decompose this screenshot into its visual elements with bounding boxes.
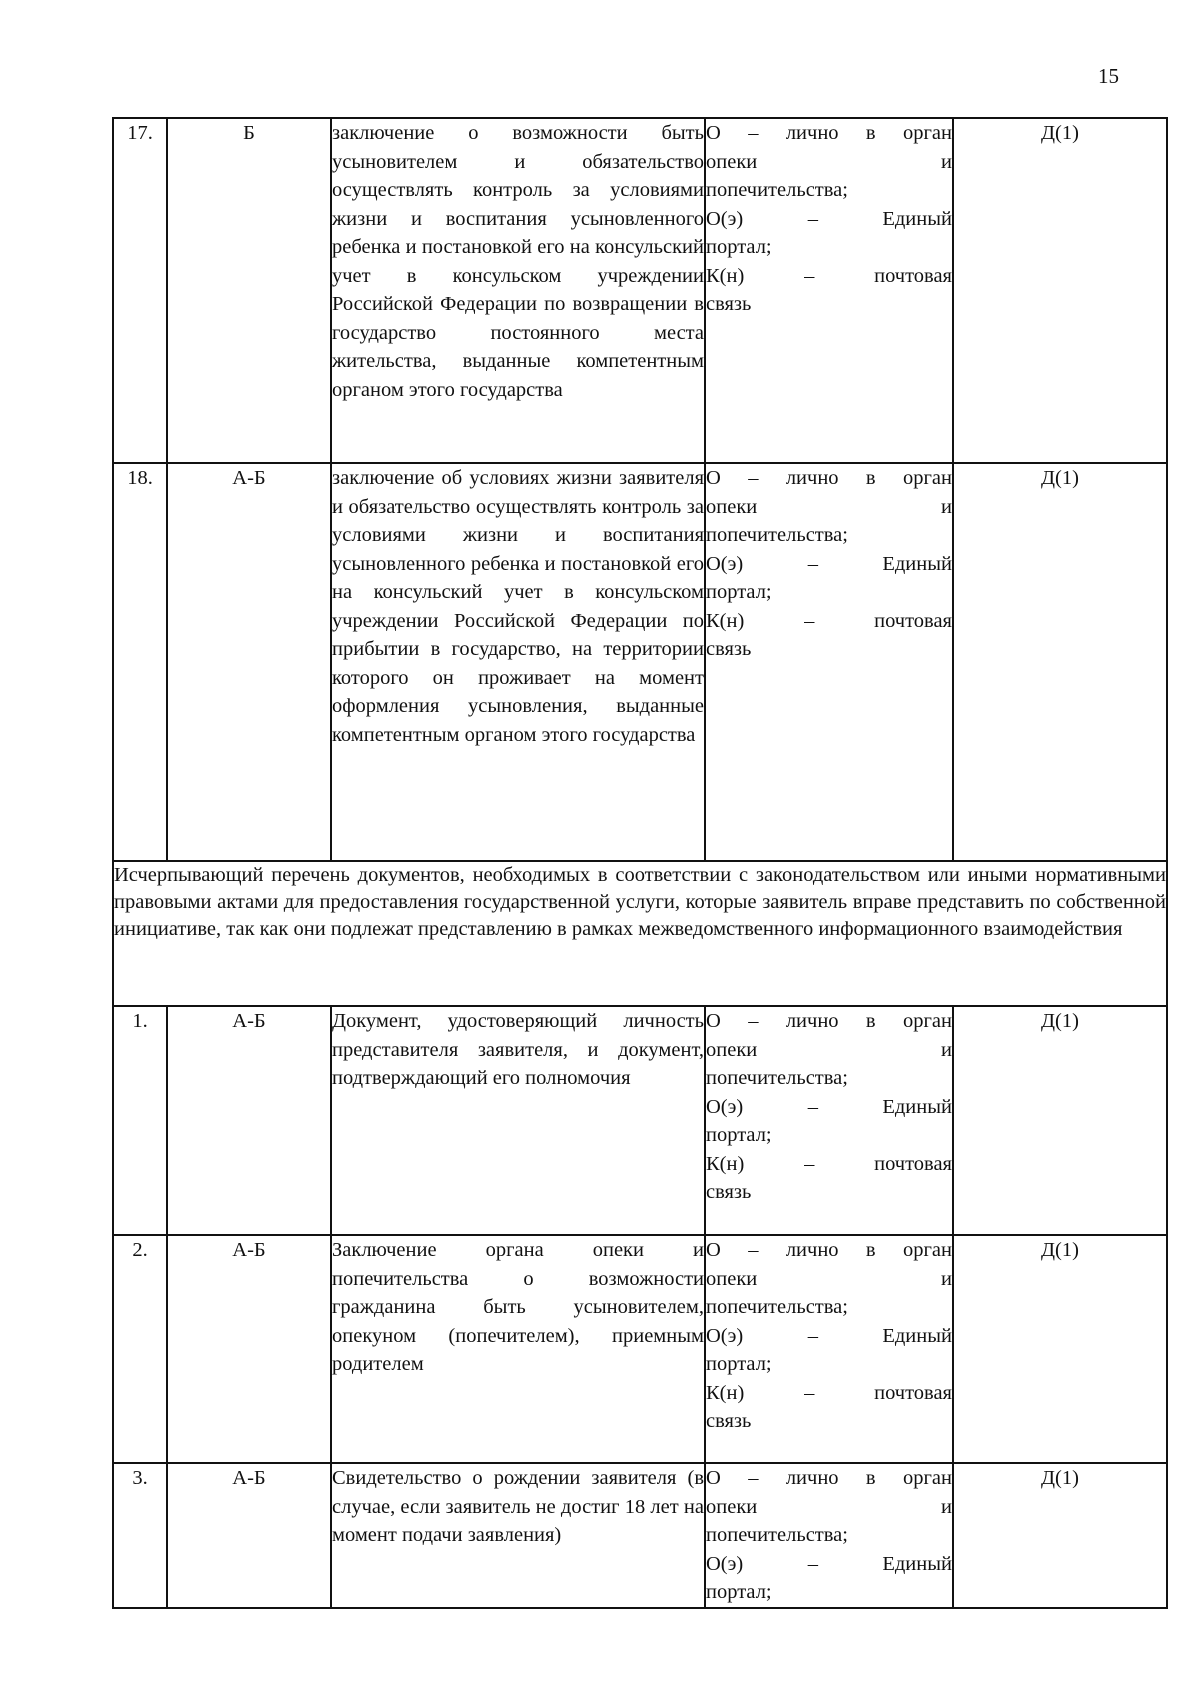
method-line: опеки и <box>706 1267 952 1290</box>
applicant-category: Б <box>167 118 331 463</box>
document-description: Документ, удостоверяющий личность представителя заявителя, и документ, подтверждающий его полномочия <box>331 1006 705 1235</box>
result-code: Д(1) <box>953 1006 1167 1235</box>
method-line: связь <box>706 1181 752 1203</box>
submission-method <box>705 118 953 463</box>
method-line: О(э) – Единый <box>706 1324 952 1347</box>
documents-table <box>112 117 1168 1609</box>
method-line: опеки и <box>706 495 952 518</box>
applicant-category: А-Б <box>167 1463 331 1608</box>
row-number: 2. <box>113 1235 167 1463</box>
method-line: О – лично в орган <box>706 122 952 144</box>
method-line: О(э) – Единый <box>706 1095 952 1118</box>
method-line: О – лично в орган <box>706 467 952 489</box>
method-line: попечительства; <box>706 1524 848 1546</box>
result-code: Д(1) <box>953 1235 1167 1463</box>
table-row <box>113 1235 1167 1463</box>
result-code: Д(1) <box>953 118 1167 463</box>
row-number: 1. <box>113 1006 167 1235</box>
table-row <box>113 118 1167 463</box>
section-heading: Исчерпывающий перечень документов, необходимых в соответствии с законодательством или иными нормативными правовыми актами для предоставления государственной услуги, которые заявитель вправе представить по собственной инициативе, так как они подлежат представлению в рамках межведомственного информационного взаимодействия <box>113 861 1167 1006</box>
method-line: связь <box>706 1410 752 1432</box>
document-description: заключение о возможности быть усыновителем и обязательство осуществлять контроль за условиями жизни и воспитания усыновленного ребенка и постановкой его на консульский учет в консульском учреждении Российской Федерации по возвращении в государство постоянного места жительства, выданные компетентным органом этого государства <box>331 118 705 463</box>
method-line: портал; <box>706 1353 772 1375</box>
row-number: 17. <box>113 118 167 463</box>
submission-method <box>705 1463 953 1608</box>
method-line: О(э) – Единый <box>706 207 952 230</box>
method-line: О – лично в орган <box>706 1010 952 1032</box>
method-line: попечительства; <box>706 1067 848 1089</box>
method-line: О – лично в орган <box>706 1467 952 1489</box>
submission-method <box>705 1006 953 1235</box>
method-line: связь <box>706 293 752 315</box>
method-line: портал; <box>706 236 772 258</box>
method-line: портал; <box>706 581 772 603</box>
table-row <box>113 1006 1167 1235</box>
applicant-category: А-Б <box>167 1006 331 1235</box>
submission-method <box>705 1235 953 1463</box>
applicant-category: А-Б <box>167 463 331 861</box>
method-line: попечительства; <box>706 524 848 546</box>
method-line: попечительства; <box>706 179 848 201</box>
method-line: О(э) – Единый <box>706 552 952 575</box>
applicant-category: А-Б <box>167 1235 331 1463</box>
result-code: Д(1) <box>953 463 1167 861</box>
method-line: опеки и <box>706 150 952 173</box>
document-description: Заключение органа опеки и попечительства о возможности гражданина быть усыновителем, опекуном (попечителем), приемным родителем <box>331 1235 705 1463</box>
method-line: попечительства; <box>706 1296 848 1318</box>
page-number: 15 <box>1098 64 1119 88</box>
method-line: К(н) – почтовая <box>706 264 952 287</box>
row-number: 18. <box>113 463 167 861</box>
method-line: опеки и <box>706 1038 952 1061</box>
document-description: Свидетельство о рождении заявителя (в случае, если заявитель не достиг 18 лет на момент подачи заявления) <box>331 1463 705 1608</box>
method-line: К(н) – почтовая <box>706 1381 952 1404</box>
method-line: О(э) – Единый <box>706 1552 952 1575</box>
method-line: К(н) – почтовая <box>706 1152 952 1175</box>
section-row <box>113 861 1167 1006</box>
submission-method <box>705 463 953 861</box>
method-line: К(н) – почтовая <box>706 609 952 632</box>
method-line: портал; <box>706 1124 772 1146</box>
table-row <box>113 463 1167 861</box>
method-line: портал; <box>706 1581 772 1603</box>
method-line: опеки и <box>706 1495 952 1518</box>
method-line: связь <box>706 638 752 660</box>
result-code: Д(1) <box>953 1463 1167 1608</box>
method-line: О – лично в орган <box>706 1239 952 1261</box>
row-number: 3. <box>113 1463 167 1608</box>
table-row <box>113 1463 1167 1608</box>
document-description: заключение об условиях жизни заявителя и обязательство осуществлять контроль за условиями жизни и воспитания усыновленного ребенка и постановкой его на консульский учет в консульском учреждении Российской Федерации по прибытии в государство, на территории которого он проживает на момент оформления усыновления, выданные компетентным органом этого государства <box>331 463 705 861</box>
